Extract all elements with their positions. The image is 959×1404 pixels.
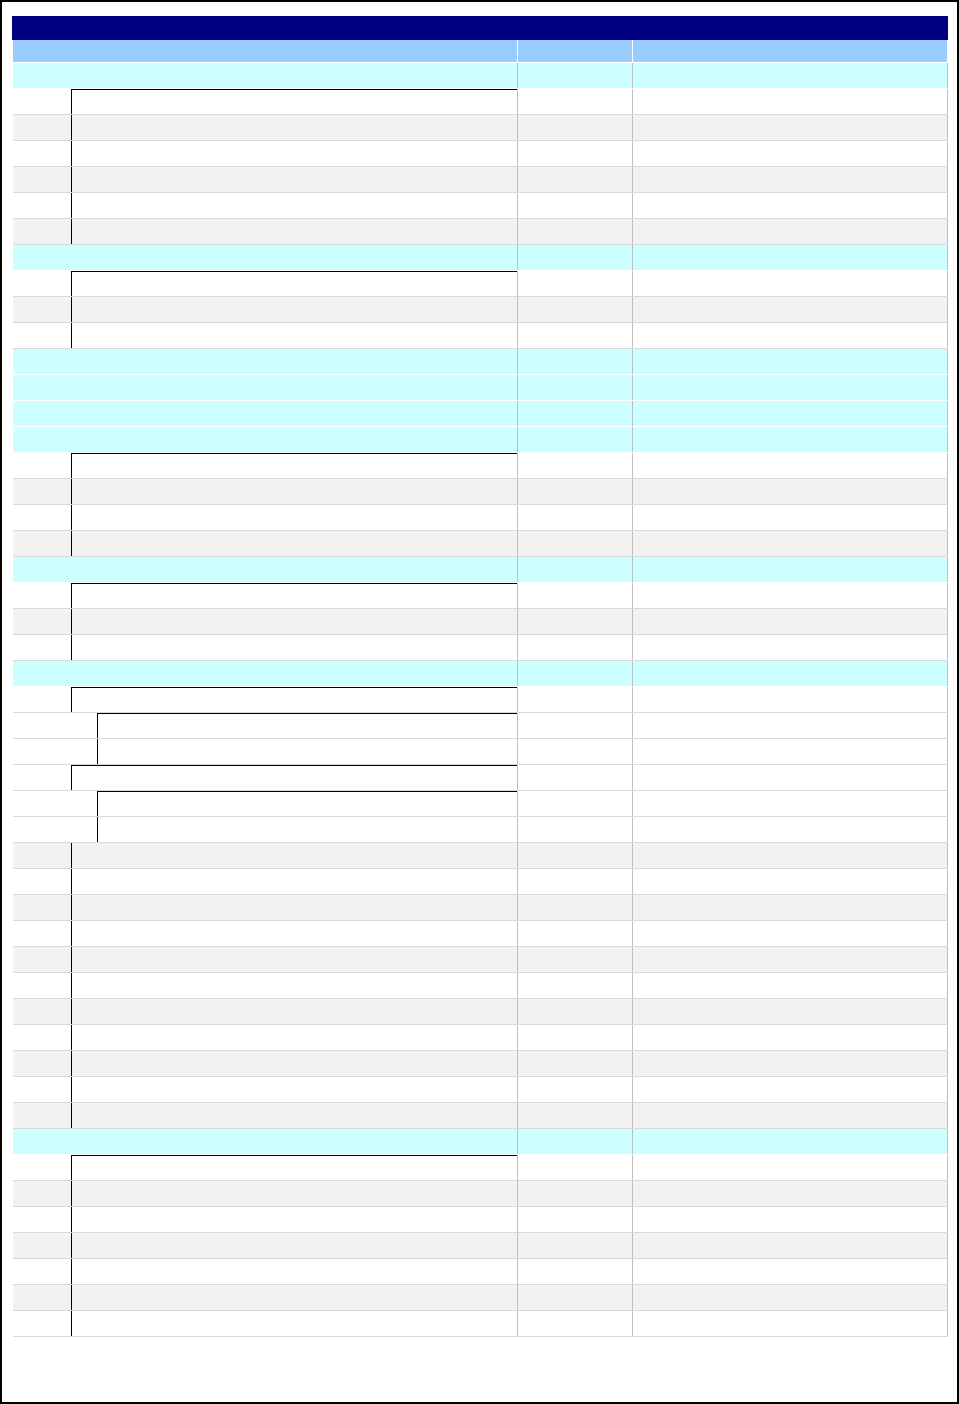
row-label (13, 297, 518, 323)
row-last-value (633, 1311, 948, 1337)
section-row (13, 349, 948, 375)
row-label (13, 739, 518, 765)
table-row (13, 479, 948, 505)
row-last-value (633, 1129, 948, 1155)
row-label (13, 1259, 518, 1285)
row-last-value (633, 505, 948, 531)
row-mid-value (518, 1155, 633, 1181)
table-row (13, 635, 948, 661)
row-last-value (633, 1285, 948, 1311)
table-row (13, 89, 948, 115)
row-label (13, 1129, 518, 1155)
row-label (13, 583, 518, 609)
row-last-value (633, 219, 948, 245)
row-label (13, 1025, 518, 1051)
section-row (13, 375, 948, 401)
row-label (13, 817, 518, 843)
row-mid-value (518, 687, 633, 713)
row-label (13, 167, 518, 193)
section-row (13, 557, 948, 583)
row-label (13, 349, 518, 375)
table-row (13, 921, 948, 947)
row-last-value (633, 375, 948, 401)
table-row (13, 1181, 948, 1207)
row-label (13, 245, 518, 271)
row-mid-value (518, 323, 633, 349)
row-last-value (633, 349, 948, 375)
row-last-value (633, 297, 948, 323)
row-mid-value (518, 167, 633, 193)
row-mid-value (518, 1025, 633, 1051)
row-mid-value (518, 193, 633, 219)
row-label (13, 1181, 518, 1207)
row-label (13, 427, 518, 453)
row-label (13, 1233, 518, 1259)
section-row (13, 661, 948, 687)
row-last-value (633, 739, 948, 765)
row-mid-value (518, 609, 633, 635)
row-mid-value (518, 141, 633, 167)
row-last-value (633, 89, 948, 115)
row-mid-value (518, 453, 633, 479)
row-mid-value (518, 219, 633, 245)
row-last-value (633, 869, 948, 895)
row-mid-value (518, 1129, 633, 1155)
row-label (13, 1051, 518, 1077)
row-last-value (633, 947, 948, 973)
row-label (13, 973, 518, 999)
table-row (13, 1207, 948, 1233)
row-last-value (633, 401, 948, 427)
row-last-value (633, 1051, 948, 1077)
row-label (13, 219, 518, 245)
row-mid-value (518, 1207, 633, 1233)
table-row (13, 999, 948, 1025)
row-mid-value (518, 843, 633, 869)
table-row (13, 323, 948, 349)
row-last-value (633, 1025, 948, 1051)
table-row (13, 1233, 948, 1259)
row-mid-value (518, 557, 633, 583)
row-label (13, 401, 518, 427)
row-last-value (633, 999, 948, 1025)
row-mid-value (518, 115, 633, 141)
table-subheader-row (13, 40, 948, 63)
row-label (13, 1311, 518, 1337)
row-mid-value (518, 531, 633, 557)
row-mid-value (518, 947, 633, 973)
row-label (13, 765, 518, 791)
row-last-value (633, 687, 948, 713)
row-label (13, 791, 518, 817)
row-label (13, 1103, 518, 1129)
row-mid-value (518, 63, 633, 89)
section-row (13, 63, 948, 89)
row-label (13, 193, 518, 219)
section-row (13, 1129, 948, 1155)
row-last-value (633, 531, 948, 557)
row-last-value (633, 713, 948, 739)
row-mid-value (518, 765, 633, 791)
row-label (13, 531, 518, 557)
table-row (13, 505, 948, 531)
row-last-value (633, 323, 948, 349)
row-mid-value (518, 1103, 633, 1129)
row-last-value (633, 609, 948, 635)
subheader-cell-name (13, 40, 518, 63)
row-last-value (633, 1233, 948, 1259)
row-mid-value (518, 245, 633, 271)
row-last-value (633, 1259, 948, 1285)
table-row (13, 895, 948, 921)
subheader-cell-last (633, 40, 948, 63)
row-label (13, 1285, 518, 1311)
table-row (13, 843, 948, 869)
row-mid-value (518, 349, 633, 375)
row-mid-value (518, 89, 633, 115)
table-row (13, 1285, 948, 1311)
table-row (13, 713, 948, 739)
table-row (13, 219, 948, 245)
row-label (13, 609, 518, 635)
row-label (13, 635, 518, 661)
row-mid-value (518, 661, 633, 687)
row-last-value (633, 479, 948, 505)
header-cell-mid (518, 17, 633, 40)
row-label (13, 921, 518, 947)
row-mid-value (518, 713, 633, 739)
row-label (13, 375, 518, 401)
subheader-cell-mid (518, 40, 633, 63)
row-last-value (633, 583, 948, 609)
section-row (13, 245, 948, 271)
row-label (13, 843, 518, 869)
table-row (13, 1259, 948, 1285)
row-mid-value (518, 817, 633, 843)
row-mid-value (518, 635, 633, 661)
row-label (13, 271, 518, 297)
row-label (13, 323, 518, 349)
row-mid-value (518, 999, 633, 1025)
table-body (13, 17, 948, 1337)
table-row (13, 687, 948, 713)
row-mid-value (518, 297, 633, 323)
row-last-value (633, 167, 948, 193)
row-label (13, 453, 518, 479)
table-row (13, 869, 948, 895)
row-mid-value (518, 739, 633, 765)
table-row (13, 167, 948, 193)
row-label (13, 687, 518, 713)
header-cell-name (13, 17, 518, 40)
row-label (13, 999, 518, 1025)
table-row (13, 1025, 948, 1051)
row-label (13, 1207, 518, 1233)
row-label (13, 505, 518, 531)
table-row (13, 583, 948, 609)
row-last-value (633, 427, 948, 453)
row-label (13, 557, 518, 583)
row-mid-value (518, 1259, 633, 1285)
row-last-value (633, 1181, 948, 1207)
row-label (13, 141, 518, 167)
row-last-value (633, 817, 948, 843)
row-label (13, 947, 518, 973)
table-row (13, 1077, 948, 1103)
row-label (13, 1077, 518, 1103)
table-row (13, 1155, 948, 1181)
row-mid-value (518, 973, 633, 999)
row-label (13, 479, 518, 505)
row-label (13, 713, 518, 739)
row-mid-value (518, 921, 633, 947)
row-last-value (633, 1155, 948, 1181)
table-row (13, 817, 948, 843)
row-last-value (633, 63, 948, 89)
row-last-value (633, 193, 948, 219)
row-mid-value (518, 1181, 633, 1207)
table-row (13, 271, 948, 297)
row-last-value (633, 1103, 948, 1129)
row-last-value (633, 661, 948, 687)
row-last-value (633, 895, 948, 921)
row-label (13, 115, 518, 141)
row-last-value (633, 141, 948, 167)
section-row (13, 401, 948, 427)
row-label (13, 895, 518, 921)
row-label (13, 1155, 518, 1181)
row-last-value (633, 921, 948, 947)
row-last-value (633, 1207, 948, 1233)
row-last-value (633, 557, 948, 583)
table-row (13, 297, 948, 323)
row-mid-value (518, 1285, 633, 1311)
row-last-value (633, 245, 948, 271)
table-row (13, 531, 948, 557)
row-mid-value (518, 427, 633, 453)
row-last-value (633, 115, 948, 141)
row-last-value (633, 453, 948, 479)
row-label (13, 89, 518, 115)
row-mid-value (518, 1233, 633, 1259)
data-table (12, 16, 948, 1337)
table-row (13, 609, 948, 635)
table-row (13, 193, 948, 219)
section-row (13, 427, 948, 453)
table-row (13, 791, 948, 817)
row-mid-value (518, 1077, 633, 1103)
table-row (13, 973, 948, 999)
row-last-value (633, 271, 948, 297)
row-mid-value (518, 271, 633, 297)
table-row (13, 141, 948, 167)
row-mid-value (518, 869, 633, 895)
row-label (13, 63, 518, 89)
table-row (13, 765, 948, 791)
row-last-value (633, 635, 948, 661)
table-row (13, 739, 948, 765)
row-last-value (633, 765, 948, 791)
row-last-value (633, 1077, 948, 1103)
row-label (13, 869, 518, 895)
row-mid-value (518, 895, 633, 921)
table-row (13, 1311, 948, 1337)
row-last-value (633, 843, 948, 869)
row-mid-value (518, 375, 633, 401)
table-row (13, 947, 948, 973)
row-mid-value (518, 791, 633, 817)
row-last-value (633, 791, 948, 817)
row-label (13, 661, 518, 687)
table-row (13, 1051, 948, 1077)
table-row (13, 453, 948, 479)
row-mid-value (518, 401, 633, 427)
row-mid-value (518, 583, 633, 609)
row-mid-value (518, 1051, 633, 1077)
table-header-row (13, 17, 948, 40)
row-last-value (633, 973, 948, 999)
table-row (13, 1103, 948, 1129)
row-mid-value (518, 505, 633, 531)
header-cell-last (633, 17, 948, 40)
table-row (13, 115, 948, 141)
row-mid-value (518, 1311, 633, 1337)
row-mid-value (518, 479, 633, 505)
